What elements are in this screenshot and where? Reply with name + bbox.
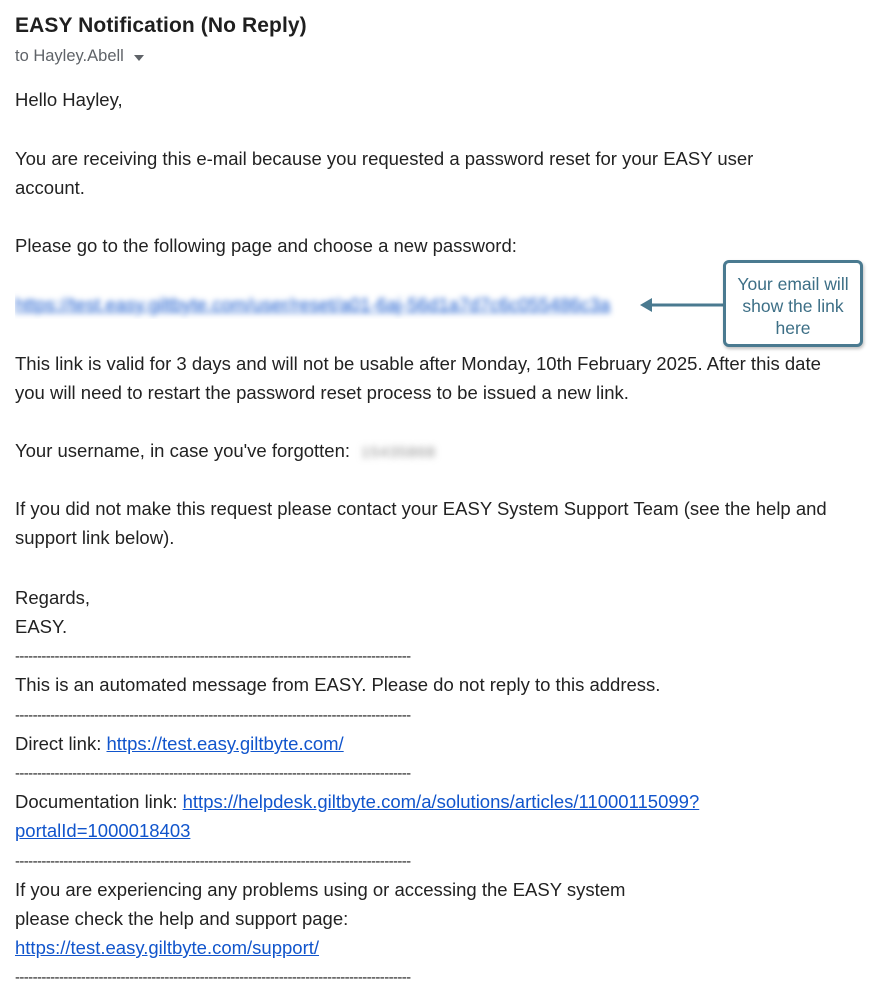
documentation-link-row (15, 787, 877, 845)
support-paragraph (15, 875, 877, 962)
separator: ------------------------------------------------------------------------------------------ (15, 970, 411, 986)
validity-line-1: This link is valid for 3 days and will not be usable after Monday, 10th February 2025. After this date (15, 353, 821, 374)
direct-link-row (15, 729, 877, 758)
separator: ------------------------------------------------------------------------------------------ (15, 766, 411, 782)
separator: ------------------------------------------------------------------------------------------ (15, 649, 411, 665)
sign-off (15, 583, 877, 641)
recipient-dropdown[interactable] (15, 47, 144, 66)
support-line-1: If you are experiencing any problems using or accessing the EASY system (15, 879, 626, 900)
username-row (15, 436, 877, 467)
documentation-link-continued[interactable]: portalId=1000018403 (15, 820, 191, 841)
instruction-text: Please go to the following page and choose a new password: (15, 235, 517, 256)
callout-line-3: here (775, 318, 811, 338)
support-link[interactable]: https://test.easy.giltbyte.com/support/ (15, 937, 320, 958)
signature-text: EASY. (15, 616, 68, 637)
validity-line-2: you will need to restart the password reset process to be issued a new link. (15, 382, 629, 403)
regards-text: Regards, (15, 587, 91, 608)
greeting: Hello Hayley, (15, 89, 123, 110)
contact-paragraph (15, 494, 877, 552)
chevron-down-icon (134, 55, 144, 61)
documentation-link[interactable]: https://helpdesk.giltbyte.com/a/solutions/articles/11000115099? (182, 791, 700, 812)
contact-line-1: If you did not make this request please contact your EASY System Support Team (see the help and (15, 498, 827, 519)
reset-paragraph-line-2: account. (15, 177, 85, 198)
direct-link[interactable]: https://test.easy.giltbyte.com/ (106, 733, 344, 754)
username-label: Your username, in case you've forgotten: (15, 440, 351, 461)
reset-paragraph-line-1: You are receiving this e-mail because you requested a password reset for your EASY user (15, 148, 754, 169)
reset-link[interactable]: https://test.easy.giltbyte.com/user/reset/a01-6aj-56d1a7d7c6c055486c3a (15, 294, 611, 315)
direct-link-label: Direct link: (15, 733, 107, 754)
validity-paragraph (15, 349, 877, 407)
annotation-callout (723, 260, 863, 347)
callout-line-1: Your email will (737, 274, 849, 294)
callout-line-2: show the link (742, 296, 844, 316)
contact-line-2: support link below). (15, 527, 175, 548)
callout-arrow-icon (640, 294, 726, 316)
separator: ------------------------------------------------------------------------------------------ (15, 708, 411, 724)
support-line-2: please check the help and support page: (15, 908, 349, 929)
reset-paragraph (15, 144, 877, 202)
email-subject: EASY Notification (No Reply) (15, 14, 307, 37)
reset-link-row (15, 290, 655, 319)
separator: ------------------------------------------------------------------------------------------ (15, 854, 411, 870)
automated-notice: This is an automated message from EASY. Please do not reply to this address. (15, 674, 661, 695)
documentation-link-label: Documentation link: (15, 791, 183, 812)
recipient-label: to Hayley.Abell (15, 47, 124, 65)
username-value: 15435868 (361, 443, 436, 461)
